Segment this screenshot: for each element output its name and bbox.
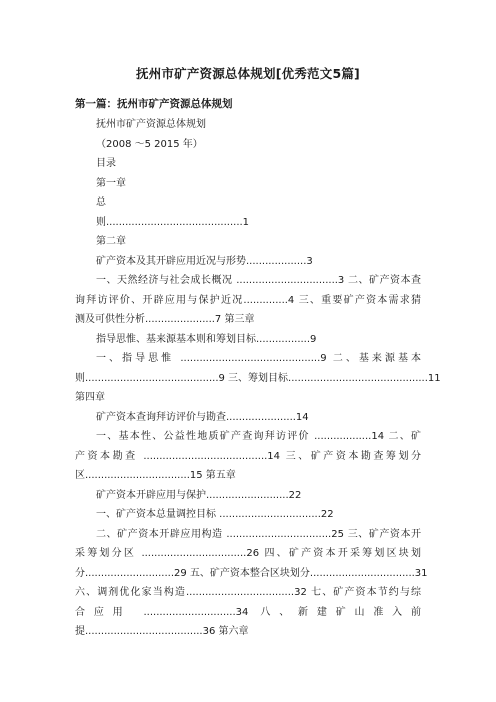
plan-period: （2008 ～5 2015 年）: [96, 138, 203, 150]
document-title: 抚州市矿产资源总体规划[优秀范文5篇]: [136, 66, 360, 81]
toc-text: 总: [96, 197, 106, 208]
plan-name: 抚州市矿产资源总体规划: [96, 119, 206, 130]
document-body: [75, 115, 441, 642]
toc-chapter-4: 第四章: [75, 392, 105, 403]
toc-text: 矿产资本开辟应用与保护..........................22: [96, 489, 302, 501]
toc-text: 一、基本性、公益性地质矿产查询拜访评价 ..................14 二、矿: [96, 431, 421, 442]
toc-chapter-1: 第一章: [96, 177, 126, 189]
toc-text: 产资本勘查 .......................................14 三、矿产资本勘查筹划分: [75, 450, 421, 462]
toc-text: 二、矿产资本开辟应用构造 .................................25 三、矿产资本开: [96, 528, 421, 540]
toc-heading: 目录: [96, 158, 116, 169]
toc-text: 六、调剂优化家当构造..................................32 七、矿产资本节约与综: [75, 587, 421, 598]
part-heading: 第一篇：抚州市矿产资源总体规划: [75, 98, 233, 110]
toc-text: 则...........................................1: [96, 216, 250, 228]
toc-text: 提.....................................36 第六章: [75, 626, 249, 637]
toc-text: 一、矿产资本总量调控目标 ................................22: [96, 509, 334, 520]
toc-text: 合应用 .............................34 八、新建矿山准入前: [75, 606, 421, 618]
toc-text: 采筹划分区 .................................26 四、矿产资本开采筹划区块划: [75, 548, 421, 559]
toc-text: 则..........................................9 三、筹划目标............................................11: [75, 372, 441, 384]
toc-text: 分............................29 五、矿产资本整合区块划分.................................31: [75, 567, 428, 579]
toc-text: 区.................................15 第五章: [75, 470, 236, 481]
toc-text: 指导思惟、基来源基本则和筹划目标.................9: [96, 333, 317, 345]
toc-text: 询拜访评价、开辟应用与保护近况..............4 三、重要矿产资本需求猜: [75, 294, 421, 306]
toc-chapter-2: 第二章: [96, 236, 126, 247]
toc-text: 矿产资本查询拜访评价与勘查......................14: [96, 411, 309, 423]
toc-text: 测及可供性分析......................7 第三章: [75, 314, 255, 325]
toc-text: 矿产资本及其开辟应用近况与形势...................3: [96, 255, 313, 267]
toc-text: 一、指导思惟 ............................................9 二、基来源基本: [96, 353, 421, 364]
toc-text: 一、天然经济与社会成长概况 ................................3 二、矿产资本查: [96, 275, 421, 286]
